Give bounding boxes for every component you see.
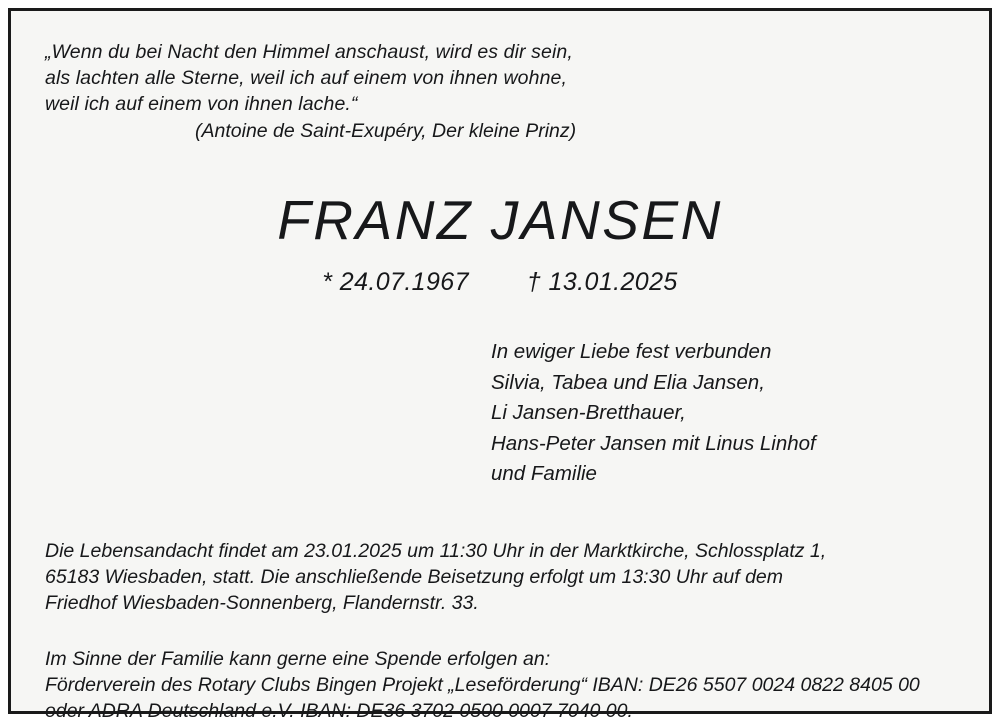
quote-source: (Antoine de Saint-Exupéry, Der kleine Prinz) (195, 120, 577, 142)
birth-date: * 24.07.1967 (322, 268, 469, 296)
service-line: Die Lebensandacht findet am 23.01.2025 um 11:30 Uhr in der Marktkirche, Schlossplatz 1, (45, 539, 827, 562)
service-line: 65183 Wiesbaden, statt. Die anschließende Beisetzung erfolgt um 13:30 Uhr auf dem (45, 565, 784, 588)
donation-line: Im Sinne der Familie kann gerne eine Spende erfolgen an: (45, 647, 551, 670)
death-date: † 13.01.2025 (526, 268, 678, 296)
service-line: Friedhof Wiesbaden-Sonnenberg, Flandernstr. 33. (45, 591, 479, 614)
donation-line: oder ADRA Deutschland e.V. IBAN: DE36 3702 0500 0007 7040 00. (45, 699, 633, 722)
family-line: Silvia, Tabea und Elia Jansen, (491, 370, 765, 394)
quote-line: als lachten alle Sterne, weil ich auf einem von ihnen wohne, (45, 67, 567, 89)
family-line: Hans-Peter Jansen mit Linus Linhof (491, 431, 816, 455)
service-details (45, 538, 955, 616)
family-line: Li Jansen-Bretthauer, (491, 401, 686, 424)
deceased-name: FRANZ JANSEN (277, 189, 723, 251)
life-dates (45, 268, 955, 297)
family-block (45, 337, 955, 490)
quote-block (45, 39, 955, 117)
quote-line: weil ich auf einem von ihnen lache.“ (45, 93, 358, 115)
donation-details (45, 646, 955, 724)
quote-line: „Wenn du bei Nacht den Himmel anschaust, wird es dir sein, (45, 41, 573, 63)
donation-line: Förderverein des Rotary Clubs Bingen Projekt „Leseförderung“ IBAN: DE26 5507 0024 0822 8405 00 (45, 673, 920, 696)
family-line: In ewiger Liebe fest verbunden (491, 340, 772, 363)
obituary-content (11, 11, 989, 722)
family-line: und Familie (491, 462, 597, 485)
obituary-border (8, 8, 992, 722)
